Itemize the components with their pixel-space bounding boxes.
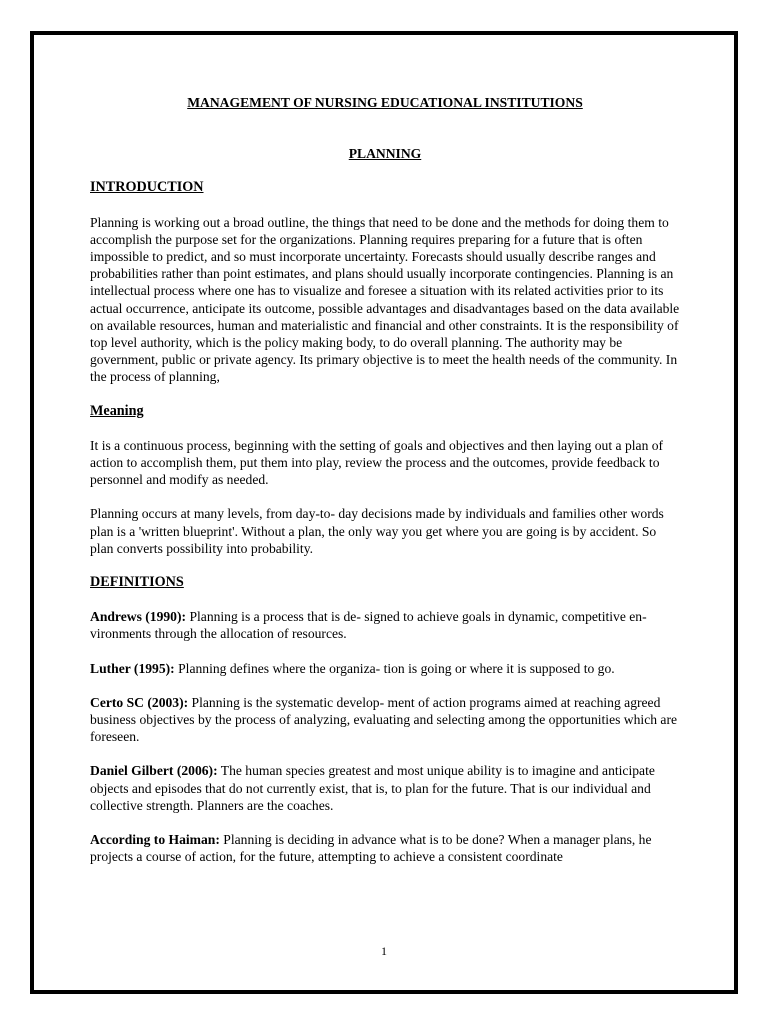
- meaning-paragraph-1: It is a continuous process, beginning with the setting of goals and objectives and then laying out a plan of action to accomplish them, put them into play, review the process and the outcomes, provide feedback to personnel and modify as needed.: [90, 437, 664, 488]
- definition-term: Daniel Gilbert (2006):: [90, 763, 218, 779]
- definition-text: Planning defines where the organiza- tion is going or where it is supposed to go.: [174, 660, 615, 676]
- document-body: [90, 94, 680, 883]
- definition-term: Certo SC (2003):: [90, 694, 189, 710]
- definition-text: The human species greatest and most unique ability is to imagine and anticipate objects and episodes that do not currently exist, that is, to plan for the future. That is our individual and collective strength. Planners are the coaches.: [90, 763, 655, 813]
- definition-text: Planning is deciding in advance what is to be done? When a manager plans, he projects a course of action, for the future, attempting to achieve a consistent coordinate: [90, 832, 652, 865]
- definitions-heading: DEFINITIONS: [90, 574, 184, 591]
- definition-haiman: [90, 831, 680, 865]
- introduction-paragraph: Planning is working out a broad outline, the things that need to be done and the methods for doing them to accomplish the purpose set for the organizations. Planning requires preparing for a future that is often impossible to predict, and so must incorporate uncertainty. Forecasts should usually describe ranges and probabilities rather than point estimates, and plans should usually incorporate contingencies. Planning is an intellectual process where one has to visualize and foresee a situation with its related activities prior to its actual occurrence, anticipate its outcome, possible advantages and disadvantages based on the data available on available resources, human and materialistic and financial and other constraints. It is the responsibility of top level authority, which is the policy making body, to do overall planning. The authority may be government, public or private agency. Its primary objective is to meet the health needs of the community. In the process of planning,: [90, 214, 680, 385]
- meaning-heading: Meaning: [90, 402, 144, 419]
- definition-gilbert: [90, 762, 680, 814]
- definition-text: Planning is a process that is de- signed to achieve goals in dynamic, competitive en- vironments through the allocation of resources.: [90, 609, 647, 642]
- introduction-heading: INTRODUCTION: [90, 179, 204, 196]
- page-number: 1: [381, 944, 387, 958]
- document-title: MANAGEMENT OF NURSING EDUCATIONAL INSTITUTIONS: [187, 95, 583, 110]
- definition-term: According to Haiman:: [90, 832, 220, 848]
- definition-term: Luther (1995):: [90, 660, 175, 676]
- definition-andrews: [90, 608, 680, 642]
- definition-luther: [90, 660, 680, 677]
- definition-text: Planning is the systematic develop- ment of action programs aimed at reaching agreed business objectives by the process of analyzing, evaluating and selecting among the opportunities which are foreseen.: [90, 694, 678, 745]
- meaning-paragraph-2: Planning occurs at many levels, from day-to- day decisions made by individuals and families other words plan is a 'written blueprint'. Without a plan, the only way you get where you are going is by accident. So plan converts possibility into probability.: [90, 506, 664, 556]
- document-subtitle: PLANNING: [348, 146, 422, 162]
- definition-term: Andrews (1990):: [90, 609, 187, 625]
- definition-certo: [90, 694, 680, 746]
